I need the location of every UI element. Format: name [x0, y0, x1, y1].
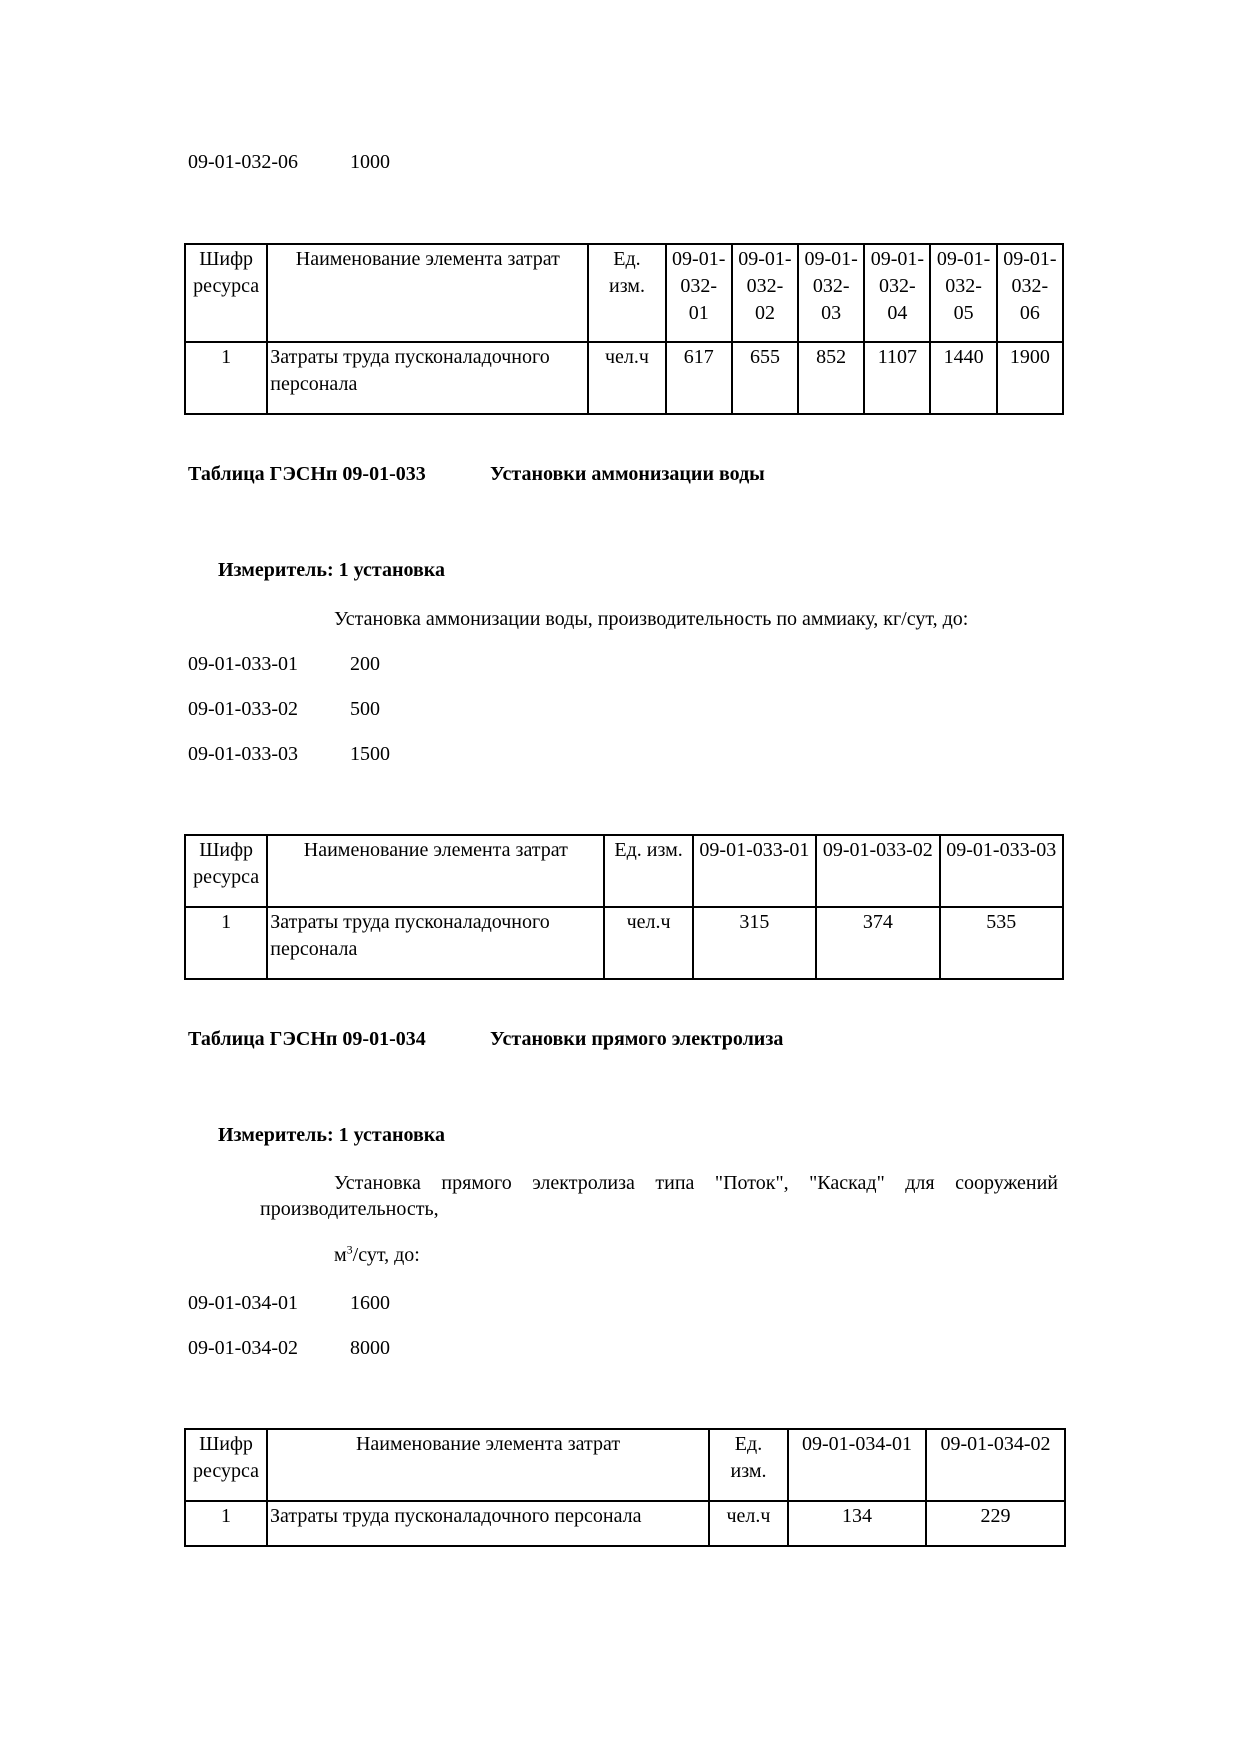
value-cell: 374 [816, 907, 939, 979]
value-cell: 535 [940, 907, 1063, 979]
cost-element-cell: Затраты труда пусконаладочного персонала [267, 342, 588, 414]
header-cell: Ед. изм. [709, 1429, 788, 1501]
value-cell: 1900 [997, 342, 1063, 414]
description: Установка прямого электролиза типа "Поток", "Каскад" для сооружений производительность, [260, 1172, 1058, 1220]
item-code: 09-01-034-02 [188, 1337, 298, 1359]
header-cell: 09-01- 032- 02 [732, 244, 798, 342]
item-value: 1000 [350, 151, 390, 173]
unit-cell: чел.ч [588, 342, 665, 414]
value-cell: 315 [693, 907, 816, 979]
item-code: 09-01-034-01 [188, 1292, 298, 1314]
value-cell: 1440 [930, 342, 996, 414]
resource-code-cell: 1 [185, 1501, 267, 1546]
table-row [185, 907, 1063, 979]
header-cell: 09-01-034-02 [926, 1429, 1065, 1501]
header-cell: 09-01- 032- 04 [864, 244, 930, 342]
measure-unit: Измеритель: 1 установка [218, 1124, 445, 1146]
item-code: 09-01-032-06 [188, 151, 298, 173]
table-header-row [185, 835, 1063, 907]
header-cell: Наименование элемента затрат [267, 835, 604, 907]
item-value: 500 [350, 698, 380, 720]
header-cell: 09-01- 032- 01 [666, 244, 732, 342]
description: Установка аммонизации воды, производительность по аммиаку, кг/сут, до: [334, 608, 969, 630]
item-value: 8000 [350, 1337, 390, 1359]
header-cell: Наименование элемента затрат [267, 244, 588, 342]
value-cell: 134 [788, 1501, 926, 1546]
unit-line: $м^3$/сут, до: [334, 1242, 420, 1266]
resource-code-cell: 1 [185, 907, 267, 979]
value-cell: 1107 [864, 342, 930, 414]
table-title: Установки аммонизации воды [490, 463, 765, 485]
header-cell: 09-01-033-02 [816, 835, 939, 907]
header-cell: 09-01- 032- 05 [930, 244, 996, 342]
item-value: 1500 [350, 743, 390, 765]
table-row [185, 1501, 1065, 1546]
cost-element-cell: Затраты труда пусконаладочного персонала [267, 1501, 709, 1546]
header-cell: 09-01-034-01 [788, 1429, 926, 1501]
header-cell: Ед. изм. [588, 244, 665, 342]
header-cell: Наименование элемента затрат [267, 1429, 709, 1501]
value-cell: 655 [732, 342, 798, 414]
value-cell: 852 [798, 342, 864, 414]
item-value: 1600 [350, 1292, 390, 1314]
item-code: 09-01-033-03 [188, 743, 298, 765]
header-cell: Шифр ресурса [185, 1429, 267, 1501]
table-09-01-032 [184, 243, 1064, 415]
table-header-row [185, 244, 1063, 342]
item-code: 09-01-033-02 [188, 698, 298, 720]
table-number: Таблица ГЭСНп 09-01-034 [188, 1028, 426, 1050]
header-cell: Шифр ресурса [185, 835, 267, 907]
table-title: Установки прямого электролиза [490, 1028, 784, 1050]
item-value: 200 [350, 653, 380, 675]
table-number: Таблица ГЭСНп 09-01-033 [188, 463, 426, 485]
header-cell: Шифр ресурса [185, 244, 267, 342]
table-09-01-034 [184, 1428, 1066, 1547]
header-cell: 09-01-033-01 [693, 835, 816, 907]
value-cell: 617 [666, 342, 732, 414]
header-cell: 09-01-033-03 [940, 835, 1063, 907]
resource-code-cell: 1 [185, 342, 267, 414]
table-row [185, 342, 1063, 414]
measure-unit: Измеритель: 1 установка [218, 559, 445, 581]
unit-cell: чел.ч [604, 907, 692, 979]
header-cell: 09-01- 032- 06 [997, 244, 1063, 342]
header-cell: Ед. изм. [604, 835, 692, 907]
header-cell: 09-01- 032- 03 [798, 244, 864, 342]
value-cell: 229 [926, 1501, 1065, 1546]
table-09-01-033 [184, 834, 1064, 980]
item-code: 09-01-033-01 [188, 653, 298, 675]
cost-element-cell: Затраты труда пусконаладочного персонала [267, 907, 604, 979]
table-header-row [185, 1429, 1065, 1501]
unit-cell: чел.ч [709, 1501, 788, 1546]
